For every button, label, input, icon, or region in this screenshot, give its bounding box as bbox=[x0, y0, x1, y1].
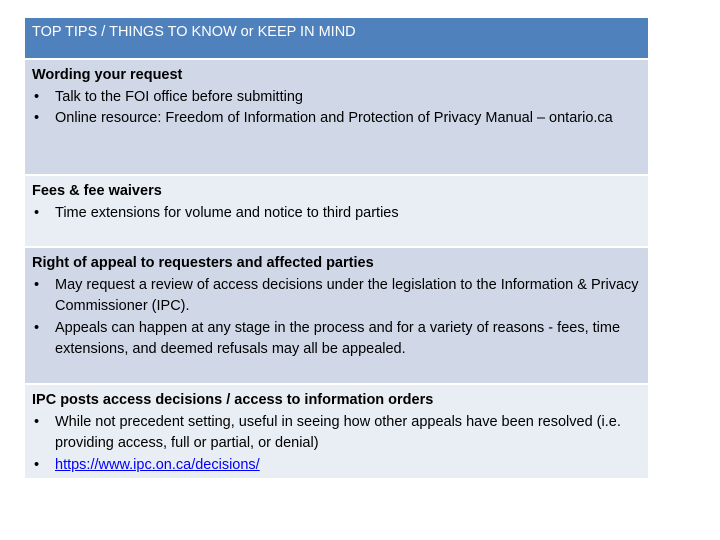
bullet-item: • Time extensions for volume and notice to third parties bbox=[32, 203, 641, 225]
section-title: Wording your request bbox=[32, 67, 183, 83]
section-wording-request bbox=[25, 60, 648, 176]
section-title: Fees & fee waivers bbox=[32, 183, 162, 199]
table-header bbox=[25, 18, 648, 60]
bullet-item-link bbox=[32, 455, 641, 477]
bullet-item: • May request a review of access decisions under the legislation to the Information & Privacy Commissioner (IPC). bbox=[32, 275, 641, 318]
table-header-title: TOP TIPS / THINGS TO KNOW or KEEP IN MIND bbox=[32, 24, 356, 40]
bullet-list bbox=[32, 203, 641, 225]
bullet-list bbox=[32, 275, 641, 361]
section-ipc-decisions bbox=[25, 385, 648, 478]
bullet-list bbox=[32, 412, 641, 477]
section-right-of-appeal bbox=[25, 248, 648, 385]
bullet-item: • Talk to the FOI office before submitting bbox=[32, 87, 641, 109]
ipc-decisions-link[interactable]: https://www.ipc.on.ca/decisions/ bbox=[55, 456, 260, 473]
section-title: Right of appeal to requesters and affected parties bbox=[32, 255, 374, 271]
bullet-item: • While not precedent setting, useful in seeing how other appeals have been resolved (i.e. providing access, full or partial, or denial) bbox=[32, 412, 641, 455]
bullet-list bbox=[32, 87, 641, 130]
bullet-item: • Appeals can happen at any stage in the process and for a variety of reasons - fees, time extensions, and deemed refusals may all be appealed. bbox=[32, 318, 641, 361]
section-fees bbox=[25, 176, 648, 248]
bullet-item: • Online resource: Freedom of Information and Protection of Privacy Manual – ontario.ca bbox=[32, 108, 641, 130]
section-title: IPC posts access decisions / access to information orders bbox=[32, 392, 434, 408]
tips-table bbox=[25, 18, 648, 478]
